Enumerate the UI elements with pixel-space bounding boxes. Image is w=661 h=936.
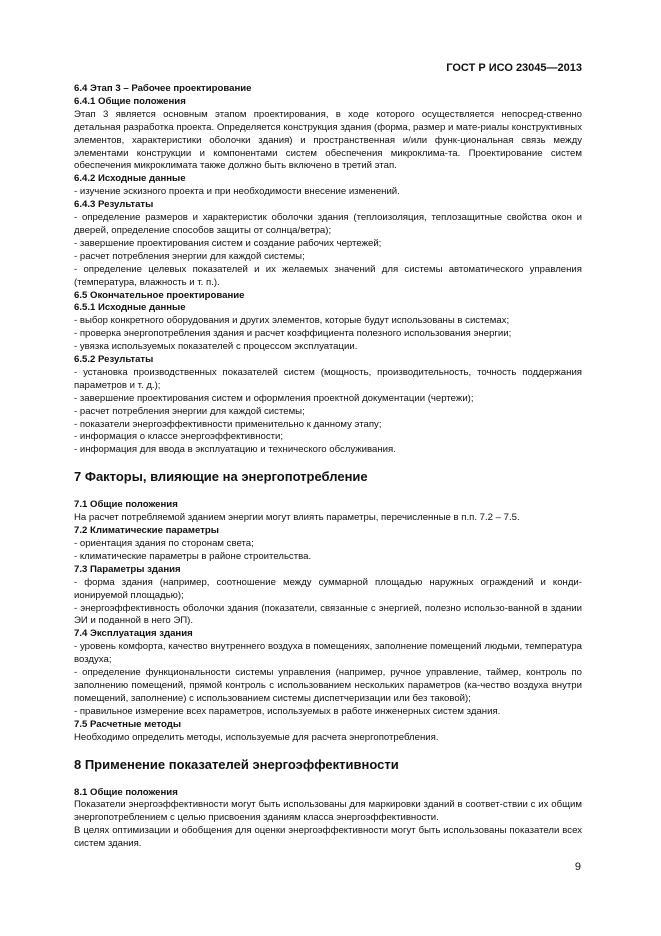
chapter-heading: 7 Факторы, влияющие на энергопотребление [74, 469, 368, 485]
document-header: ГОСТ Р ИСО 23045—2013 [446, 62, 582, 74]
paragraph: - завершение проектирования систем и создание рабочих чертежей; [74, 237, 382, 249]
section-heading: 7.3 Параметры здания [74, 563, 181, 575]
paragraph: - изучение эскизного проекта и при необходимости внесение изменений. [74, 186, 400, 198]
paragraph: В целях оптимизации и обобщения для оценки энергоэффективности могут быть использованы показатели всех систем здания. [74, 825, 582, 850]
paragraph: - климатические параметры в районе строительства. [74, 550, 312, 562]
section-heading: 7.4 Эксплуатация здания [74, 628, 193, 640]
paragraph: - энергоэффективность оболочки здания (показатели, связанные с энергией, полезно использо-ванной в здании ЭИ и поданной в него ЭП). [74, 602, 582, 627]
section-heading: 6.4.1 Общие положения [74, 95, 186, 107]
paragraph: - определение целевых показателей и их желаемых значений для системы автоматического управления (температура, влажность и т. п.). [74, 263, 582, 288]
page-number: 9 [574, 861, 581, 873]
paragraph: - расчет потребления энергии для каждой системы; [74, 250, 305, 262]
paragraph: - увязка используемых показателей с процессом эксплуатации. [74, 341, 358, 353]
section-heading: 6.4 Этап 3 – Рабочее проектирование [74, 83, 252, 94]
section-heading: 6.5.2 Результаты [74, 354, 154, 366]
paragraph: - определение размеров и характеристик оболочки здания (теплоизоляция, теплозащитные свойства окон и дверей, определение способов защиты от солнца/ветра); [74, 212, 582, 236]
paragraph: - правильное измерение всех параметров, используемых в работе инженерных систем здания. [74, 705, 501, 717]
paragraph: - показатели энергоэффективности применительно к данному этапу; [74, 418, 382, 430]
paragraph: - уровень комфорта, качество внутреннего воздуха в помещениях, заполнение помещений людьми, температура воздуха; [74, 641, 582, 666]
paragraph: - установка производственных показателей систем (мощность, производительность, точность поддержания параметров и т. д.); [74, 366, 582, 391]
section-heading: 7.5 Расчетные методы [74, 718, 182, 730]
section-heading: 6.4.3 Результаты [74, 199, 154, 211]
paragraph: - информация для ввода в эксплуатацию и технического обслуживания. [74, 444, 396, 456]
section-heading: 7.2 Климатические параметры [74, 525, 219, 537]
document-body [74, 83, 582, 851]
section-heading: 7.1 Общие положения [74, 499, 178, 511]
paragraph: Этап 3 является основным этапом проектирования, в ходе которого осуществляется непосред-ственно детальная разработка проекта. Определяется конструкция здания (форма, размер и мате-риалы конструктивных элементов, характеристики оболочки здания) и пространственная и/или функ-циональная связь между элементами конструкции и компонентами систем обеспечения микроклима-та. Проектирование систем обеспечения микроклимата также должно быть включено в третий этап. [74, 108, 582, 172]
paragraph: - определение функциональности системы управления (например, ручное управление, таймер, контроль по заполнению помещений, прямой контроль с использованием нескольких параметров (ка-чество воздуха внутри помещений, заполнение) с использованием системы диспетчеризации или без таковой); [74, 667, 582, 704]
paragraph: Показатели энергоэффективности могут быть использованы для маркировки зданий в соответ-ствии с их общим энергопотреблением с целью присвоения зданиям класса энергоэффективности. [74, 799, 582, 824]
section-heading: 8.1 Общие положения [74, 786, 178, 798]
paragraph: На расчет потребляемой зданием энергии могут влиять параметры, перечисленные в п.п. 7.2 – 7.5. [74, 512, 520, 524]
section-heading: 6.4.2 Исходные данные [74, 173, 186, 185]
chapter-heading: 8 Применение показателей энергоэффективности [74, 756, 399, 772]
paragraph: - выбор конкретного оборудования и других элементов, которые будут использованы в системах; [74, 315, 510, 327]
paragraph: - форма здания (например, соотношение между суммарной площадью наружных ограждений и конди-ионируемой площадью); [74, 576, 582, 601]
paragraph: - проверка энергопотребления здания и расчет коэффициента полезного использования энергии; [74, 328, 512, 340]
section-heading: 6.5 Окончательное проектирование [74, 289, 245, 301]
paragraph: Необходимо определить методы, используемые для расчета энергопотребления. [74, 731, 439, 743]
paragraph: - ориентация здания по сторонам света; [74, 538, 254, 549]
paragraph: - информация о классе энергоэффективности; [74, 431, 284, 443]
paragraph: - завершение проектирования систем и оформления проектной документации (чертежи); [74, 392, 474, 404]
section-heading: 6.5.1 Исходные данные [74, 302, 186, 314]
paragraph: - расчет потребления энергии для каждой системы; [74, 405, 305, 417]
